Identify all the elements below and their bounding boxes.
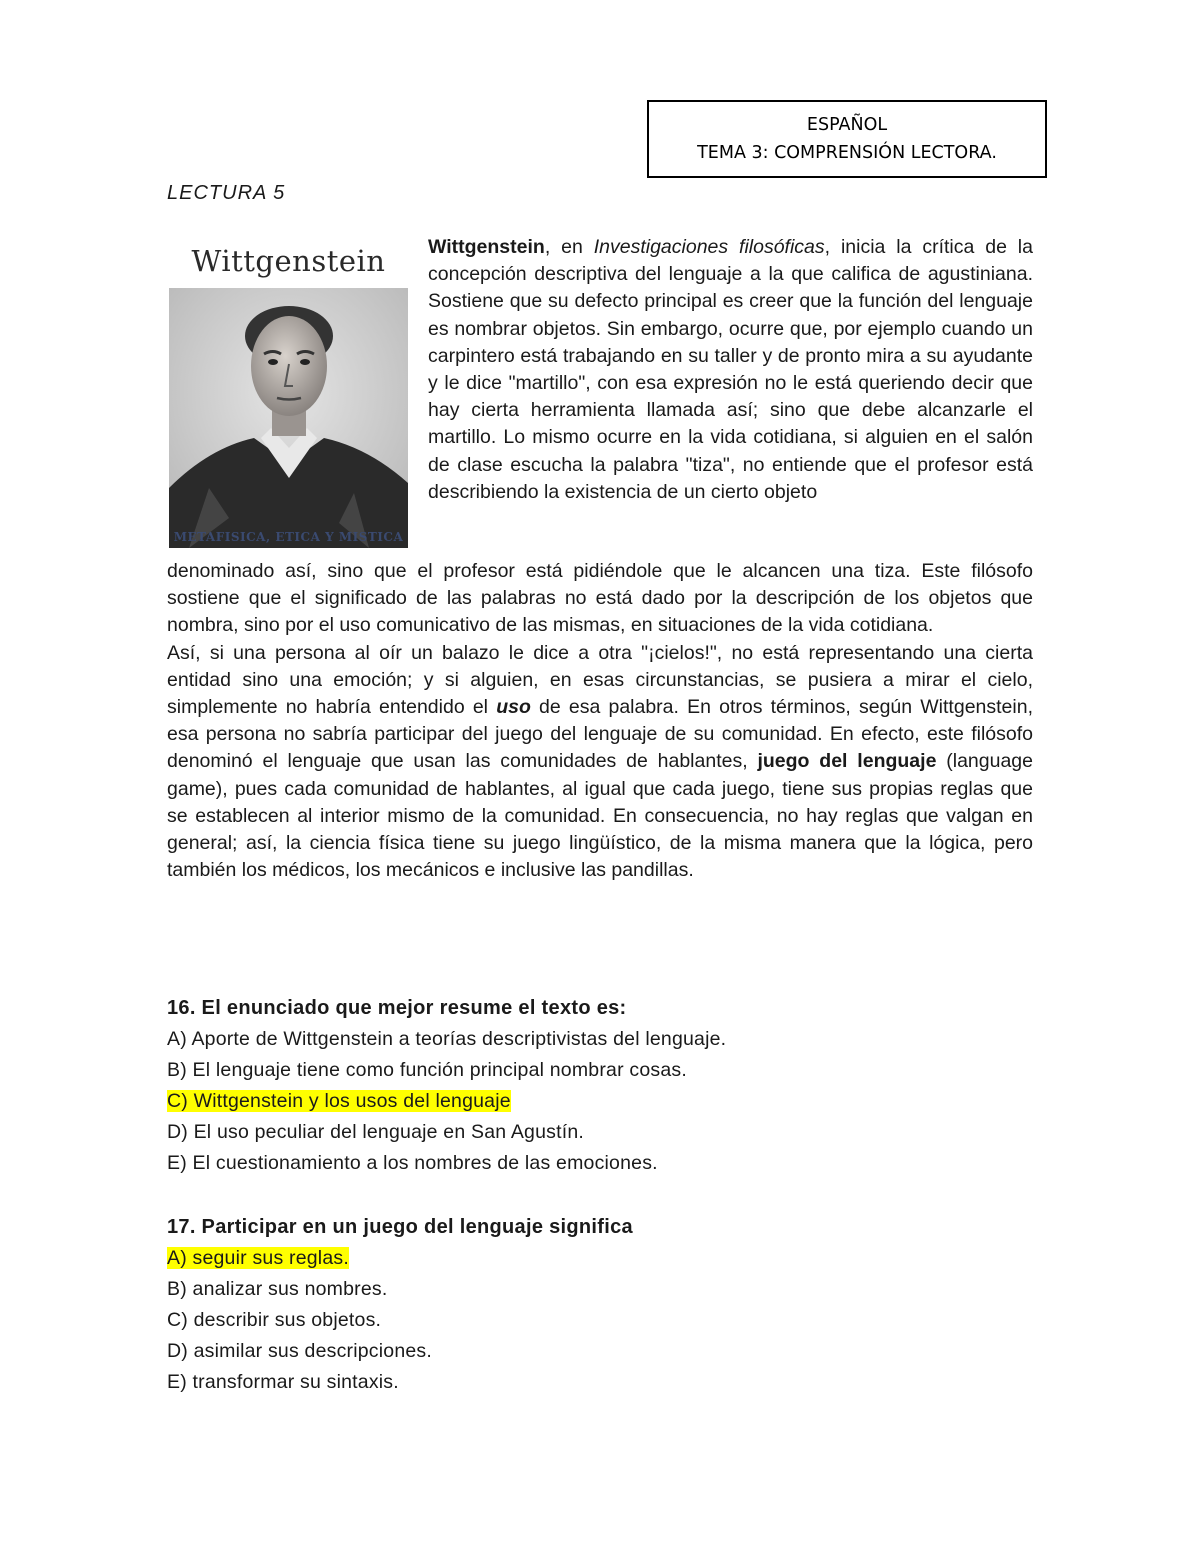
portrait-photo [169,288,408,548]
paragraph-2 [167,640,1033,885]
option-text-highlighted: C) Wittgenstein y los usos del lenguaje [167,1090,511,1112]
option-text: E) transformar su sintaxis. [167,1371,399,1393]
question-title: 17. Participar en un juego del lenguaje significa [167,1216,633,1238]
paragraph-2-part-c: (language game), pues cada comunidad de hablantes, al igual que cada juego, tiene sus propias reglas que se establecen al interior mismo de la comunidad. En consecuencia, no hay reglas que valgan en general; así, la ciencia física tiene su juego lingüístico, de la misma manera que la lógica, pero también los médicos, los mecánicos e inclusive las pandillas. [167,750,1033,882]
subject-title: ESPAÑOL [806,115,888,135]
option-text: C) describir sus objetos. [167,1309,382,1331]
option-text-highlighted: A) seguir sus reglas. [167,1247,349,1269]
reading-body [167,558,1033,884]
option-text: D) El uso peculiar del lenguaje en San Agustín. [167,1121,584,1143]
option-text: D) asimilar sus descripciones. [167,1340,432,1362]
author-name: Wittgenstein [428,236,545,258]
option-d [167,1117,1047,1148]
option-e [167,1148,1047,1179]
uso-term: uso [496,696,531,719]
topic-title: TEMA 3: COMPRENSIÓN LECTORA. [697,143,997,163]
option-c [167,1086,1047,1117]
wittgenstein-portrait [169,240,408,548]
option-d [167,1336,1047,1367]
reading-intro [428,234,1033,506]
work-title: Investigaciones filosóficas [593,236,825,258]
paragraph-2-part-a: Así, si una persona al oír un balazo le dice a otra "¡cielos!", no está representando una cierta entidad sino una emoción; y si alguien, en esas circunstancias, se pusiera a mirar el cielo, simplemente no habría entendido el [167,641,1033,719]
paragraph-2-part-b: de esa palabra. En otros términos, según Wittgenstein, esa persona no sabría participar del juego del lenguaje de su comunidad. En efecto, este filósofo denominó el lenguaje que usan las comunidades de hablantes, [167,696,1033,773]
option-a [167,1024,1047,1055]
portrait-subtitle: METAFISICA, ETICA Y MISTICA [173,530,404,544]
portrait-title: Wittgenstein [191,244,386,278]
option-c [167,1305,1047,1336]
option-text: E) El cuestionamiento a los nombres de las emociones. [167,1152,658,1174]
option-text: B) analizar sus nombres. [167,1278,388,1300]
reading-label: LECTURA 5 [167,182,286,204]
question-16 [167,993,1047,1179]
paragraph-1-continued: denominado así, sino que el profesor está pidiéndole que le alcancen una tiza. Este filósofo sostiene que el significado de las palabras no está dado por la descripción de los objetos que nombra, sino por el uso comunicativo de las mismas, en situaciones de la vida cotidiana. [167,560,1033,637]
option-e [167,1367,1047,1398]
intro-connector: , en [544,236,594,258]
option-text: B) El lenguaje tiene como función principal nombrar cosas. [167,1059,687,1081]
question-17 [167,1212,1047,1398]
option-text: A) Aporte de Wittgenstein a teorías descriptivistas del lenguaje. [167,1028,727,1050]
juego-term: juego del lenguaje [757,750,937,773]
header-box [647,100,1047,178]
option-b [167,1274,1047,1305]
option-b [167,1055,1047,1086]
option-a [167,1243,1047,1274]
question-title: 16. El enunciado que mejor resume el texto es: [167,997,627,1019]
intro-text: , inicia la crítica de la concepción descriptiva del lenguaje a la que califica de agustiniana. Sostiene que su defecto principal es creer que la función del lenguaje es nombrar objetos. Sin embargo, ocurre que, por ejemplo cuando un carpintero está trabajando en su taller y de pronto mira a su ayudante y le dice "martillo", con esa expresión no le está queriendo decir que hay cierta herramienta llamada así; sino que debe alcanzarle el martillo. Lo mismo ocurre en la vida cotidiana, si alguien en el salón de clase escucha la palabra "tiza", no entiende que el profesor está describiendo la existencia de un cierto objeto [428,236,1033,503]
